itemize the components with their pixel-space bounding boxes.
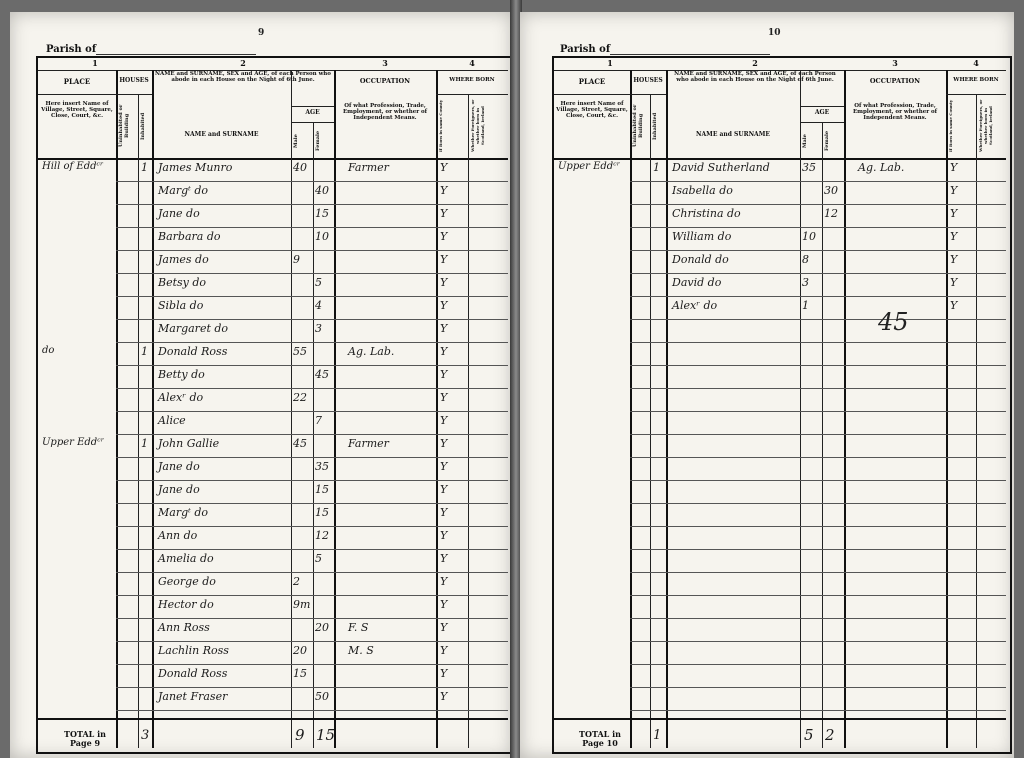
place-subheader: Here insert Name of Village, Street, Square, Close, Court, &c.	[41, 101, 113, 119]
row-rule	[116, 296, 508, 297]
row-rule	[630, 365, 1006, 366]
row-rule	[630, 388, 1006, 389]
place-entry: Hill of Eddᶜʳ	[42, 161, 104, 172]
born-mark: Y	[950, 184, 958, 197]
name-entry: Jane do	[158, 483, 200, 496]
name-title-header: NAME and SURNAME, SEX and AGE, of each Person who abode in each House on the Night of 6th June.	[674, 71, 836, 83]
total-female: 15	[316, 726, 336, 744]
age-header-rule	[800, 106, 844, 107]
name-entry: David do	[672, 276, 722, 289]
age-header: AGE	[305, 109, 320, 116]
column-number-2: 2	[240, 58, 246, 68]
born-mark: Y	[950, 276, 958, 289]
female-age: 40	[315, 184, 329, 197]
row-rule	[116, 641, 508, 642]
total-female: 2	[825, 726, 835, 744]
total-male: 9	[295, 726, 305, 744]
place-entry: Upper Eddᶜʳ	[558, 161, 621, 172]
tally-note: 45	[878, 308, 909, 336]
born-mark: Y	[950, 207, 958, 220]
name-entry: Margᵗ do	[158, 184, 208, 197]
total-label: TOTAL in Page 9	[64, 729, 106, 748]
parish-blank-line	[610, 45, 770, 55]
name-entry: Isabella do	[672, 184, 733, 197]
name-entry: James Munro	[158, 161, 233, 174]
born-foreign-header: Whether Foreigners, or whether born in Scotland, Ireland	[470, 99, 485, 153]
born-mark: Y	[440, 575, 448, 588]
row-rule	[630, 549, 1006, 550]
inhabited-header: Inhabited	[140, 112, 146, 140]
male-age: 20	[293, 644, 307, 657]
born-mark: Y	[950, 299, 958, 312]
row-rule	[630, 618, 1006, 619]
female-age: 4	[315, 299, 322, 312]
inhabited-header: Inhabited	[652, 112, 658, 140]
male-age: 55	[293, 345, 307, 358]
born-mark: Y	[950, 253, 958, 266]
name-entry: Margaret do	[158, 322, 229, 335]
female-age: 10	[315, 230, 329, 243]
total-houses: 1	[653, 728, 662, 743]
column-number-3: 3	[382, 58, 388, 68]
houses-header: HOUSES	[119, 77, 149, 84]
parish-label-text: Parish of	[46, 44, 97, 55]
column-number-4: 4	[973, 58, 979, 68]
where-born-header: WHERE BORN	[449, 77, 495, 83]
born-header-rule	[436, 94, 508, 95]
occupation-header: OCCUPATION	[869, 77, 921, 85]
column-number-4: 4	[469, 58, 475, 68]
born-mark: Y	[440, 552, 448, 565]
column-rule	[116, 70, 118, 748]
houses-header: HOUSES	[633, 77, 663, 84]
female-age: 35	[315, 460, 329, 473]
total-label: TOTAL in Page 10	[579, 729, 621, 748]
female-age: 50	[315, 690, 329, 703]
column-rule	[291, 70, 292, 748]
female-age: 45	[315, 368, 329, 381]
female-age: 5	[315, 276, 322, 289]
parish-blank-line	[96, 45, 256, 55]
uninhabited-header: Uninhabited or Building	[632, 104, 644, 148]
born-mark: Y	[440, 391, 448, 404]
column-rule	[844, 70, 846, 748]
male-age: 35	[802, 161, 816, 174]
born-mark: Y	[440, 207, 448, 220]
female-age: 7	[315, 414, 322, 427]
total-houses: 3	[141, 728, 150, 743]
row-rule	[116, 526, 508, 527]
born-mark: Y	[440, 299, 448, 312]
name-title-header: NAME and SURNAME, SEX and AGE, of each Person who abode in each House on the Night of 6th June.	[155, 71, 331, 83]
name-entry: John Gallie	[158, 437, 220, 450]
census-table	[552, 56, 1012, 754]
column-rule	[800, 70, 801, 748]
row-rule	[116, 710, 508, 711]
row-rule	[116, 181, 508, 182]
houses-entry: 1	[141, 437, 148, 450]
occupation-entry: M. S	[348, 644, 374, 657]
born-mark: Y	[440, 506, 448, 519]
name-entry: Alexʳ do	[672, 299, 718, 312]
row-rule	[630, 710, 1006, 711]
row-rule	[630, 595, 1006, 596]
houses-entry: 1	[141, 161, 148, 174]
row-rule	[116, 480, 508, 481]
row-rule	[116, 365, 508, 366]
born-header-rule	[946, 94, 1006, 95]
born-mark: Y	[440, 690, 448, 703]
parish-label	[46, 44, 256, 55]
row-rule	[116, 687, 508, 688]
male-age: 22	[293, 391, 307, 404]
column-number-1: 1	[92, 58, 98, 68]
row-rule	[630, 296, 1006, 297]
column-number-1: 1	[607, 58, 613, 68]
name-entry: Janet Fraser	[158, 690, 228, 703]
male-age: 2	[293, 575, 300, 588]
male-age: 9	[293, 253, 300, 266]
name-entry: Ann Ross	[158, 621, 210, 634]
female-age: 5	[315, 552, 322, 565]
row-rule	[116, 618, 508, 619]
occupation-entry: Ag. Lab.	[348, 345, 395, 358]
female-header: Female	[315, 130, 321, 152]
row-rule	[116, 204, 508, 205]
name-entry: Barbara do	[158, 230, 221, 243]
name-entry: Donald do	[672, 253, 729, 266]
total-male: 5	[804, 726, 814, 744]
header-bottom-rule	[554, 158, 1006, 160]
row-rule	[116, 411, 508, 412]
born-mark: Y	[440, 598, 448, 611]
born-mark: Y	[950, 161, 958, 174]
column-rule	[334, 70, 336, 748]
row-rule	[116, 503, 508, 504]
born-mark: Y	[440, 667, 448, 680]
column-rule	[976, 94, 977, 748]
born-mark: Y	[440, 460, 448, 473]
page-number: 10	[768, 28, 781, 38]
born-mark: Y	[950, 230, 958, 243]
male-age: 3	[802, 276, 809, 289]
row-rule	[116, 388, 508, 389]
name-subheader: NAME and SURNAME	[184, 131, 259, 138]
occupation-entry: Farmer	[348, 161, 389, 174]
born-mark: Y	[440, 230, 448, 243]
male-age: 1	[802, 299, 809, 312]
female-age: 20	[315, 621, 329, 634]
parish-label-text: Parish of	[560, 44, 611, 55]
place-header: PLACE	[63, 77, 91, 86]
born-mark: Y	[440, 184, 448, 197]
born-mark: Y	[440, 644, 448, 657]
name-entry: George do	[158, 575, 216, 588]
born-mark: Y	[440, 276, 448, 289]
place-header-rule	[38, 94, 116, 95]
column-rule	[650, 94, 651, 748]
row-rule	[630, 181, 1006, 182]
male-age: 15	[293, 667, 307, 680]
name-entry: Alexʳ do	[158, 391, 204, 404]
name-entry: Betsy do	[158, 276, 207, 289]
row-rule	[630, 434, 1006, 435]
row-rule	[630, 227, 1006, 228]
column-rule	[436, 70, 438, 748]
name-entry: Ann do	[158, 529, 198, 542]
row-rule	[116, 342, 508, 343]
born-mark: Y	[440, 621, 448, 634]
place-entry: Upper Eddᶜʳ	[42, 437, 105, 448]
row-rule	[116, 227, 508, 228]
male-header: Male	[293, 134, 299, 148]
place-subheader: Here insert Name of Village, Street, Square, Close, Court, &c.	[556, 101, 628, 119]
row-rule	[630, 664, 1006, 665]
place-entry: do	[42, 345, 55, 356]
row-rule	[116, 250, 508, 251]
name-entry: William do	[672, 230, 732, 243]
where-born-header: WHERE BORN	[953, 77, 999, 83]
born-mark: Y	[440, 529, 448, 542]
row-rule	[116, 664, 508, 665]
name-entry: Sibla do	[158, 299, 204, 312]
occupation-entry: Farmer	[348, 437, 389, 450]
male-age: 9m	[293, 598, 311, 611]
name-entry: Hector do	[158, 598, 214, 611]
uninhabited-header: Uninhabited or Building	[118, 104, 130, 148]
houses-entry: 1	[653, 161, 660, 174]
male-header: Male	[802, 134, 808, 148]
born-same-county-header: If Born in same County	[948, 99, 953, 153]
census-table	[36, 56, 514, 754]
name-entry: James do	[158, 253, 209, 266]
age-header-rule	[291, 106, 334, 107]
occupation-subheader: Of what Profession, Trade, Employment, or whether of Independent Means.	[342, 103, 428, 121]
place-header: PLACE	[578, 77, 606, 86]
column-number-2: 2	[752, 58, 758, 68]
row-rule	[630, 687, 1006, 688]
born-mark: Y	[440, 322, 448, 335]
row-rule	[116, 434, 508, 435]
male-age: 8	[802, 253, 809, 266]
row-rule	[630, 480, 1006, 481]
female-age: 15	[315, 207, 329, 220]
parish-label	[560, 44, 770, 55]
column-rule	[152, 70, 154, 748]
name-entry: Lachlin Ross	[158, 644, 229, 657]
total-rule	[38, 718, 508, 720]
row-rule	[630, 457, 1006, 458]
male-age: 40	[293, 161, 307, 174]
row-rule	[630, 503, 1006, 504]
born-mark: Y	[440, 414, 448, 427]
column-number-3: 3	[892, 58, 898, 68]
right-page	[520, 12, 1014, 758]
name-entry: Christina do	[672, 207, 741, 220]
name-entry: Margᵗ do	[158, 506, 208, 519]
page-number: 9	[258, 28, 265, 38]
name-subheader: NAME and SURNAME	[696, 131, 770, 138]
male-age: 45	[293, 437, 307, 450]
row-rule	[116, 457, 508, 458]
name-entry: Alice	[158, 414, 186, 427]
place-header-rule	[554, 94, 630, 95]
name-entry: Donald Ross	[158, 345, 228, 358]
row-rule	[630, 250, 1006, 251]
born-mark: Y	[440, 345, 448, 358]
born-same-county-header: If Born in same County	[438, 99, 443, 153]
row-rule	[630, 526, 1006, 527]
row-rule	[630, 572, 1006, 573]
houses-header-rule	[630, 94, 666, 95]
occupation-subheader: Of what Profession, Trade, Employment, or whether of Independent Means.	[852, 103, 938, 121]
female-age: 12	[824, 207, 838, 220]
row-rule	[116, 549, 508, 550]
female-age: 3	[315, 322, 322, 335]
female-header: Female	[824, 130, 830, 152]
row-rule	[630, 411, 1006, 412]
row-rule	[630, 641, 1006, 642]
female-age: 15	[315, 483, 329, 496]
name-entry: Donald Ross	[158, 667, 228, 680]
age-header: AGE	[814, 109, 830, 116]
row-rule	[630, 319, 1006, 320]
row-rule	[116, 595, 508, 596]
row-rule	[630, 204, 1006, 205]
female-age: 15	[315, 506, 329, 519]
column-rule	[138, 94, 139, 748]
row-rule	[116, 572, 508, 573]
name-entry: Jane do	[158, 460, 200, 473]
born-mark: Y	[440, 437, 448, 450]
row-rule	[630, 342, 1006, 343]
name-entry: David Sutherland	[672, 161, 770, 174]
born-mark: Y	[440, 161, 448, 174]
column-rule	[946, 70, 948, 748]
female-age: 30	[824, 184, 838, 197]
houses-header-rule	[116, 94, 152, 95]
occupation-entry: F. S	[348, 621, 369, 634]
born-mark: Y	[440, 368, 448, 381]
row-rule	[116, 273, 508, 274]
column-rule	[313, 122, 314, 748]
female-age: 12	[315, 529, 329, 542]
occupation-header: OCCUPATION	[359, 77, 411, 85]
row-rule	[630, 273, 1006, 274]
born-mark: Y	[440, 253, 448, 266]
born-mark: Y	[440, 483, 448, 496]
column-rule	[630, 70, 632, 748]
left-page	[10, 12, 512, 758]
houses-entry: 1	[141, 345, 148, 358]
row-rule	[116, 319, 508, 320]
name-entry: Jane do	[158, 207, 200, 220]
column-rule	[468, 94, 469, 748]
name-entry: Betty do	[158, 368, 205, 381]
name-entry: Amelia do	[158, 552, 214, 565]
male-age: 10	[802, 230, 816, 243]
column-rule	[666, 70, 668, 748]
column-rule	[822, 122, 823, 748]
born-foreign-header: Whether Foreigners, or whether born in Scotland, Ireland	[978, 99, 993, 153]
total-rule	[554, 718, 1006, 720]
occupation-entry: Ag. Lab.	[858, 161, 905, 174]
